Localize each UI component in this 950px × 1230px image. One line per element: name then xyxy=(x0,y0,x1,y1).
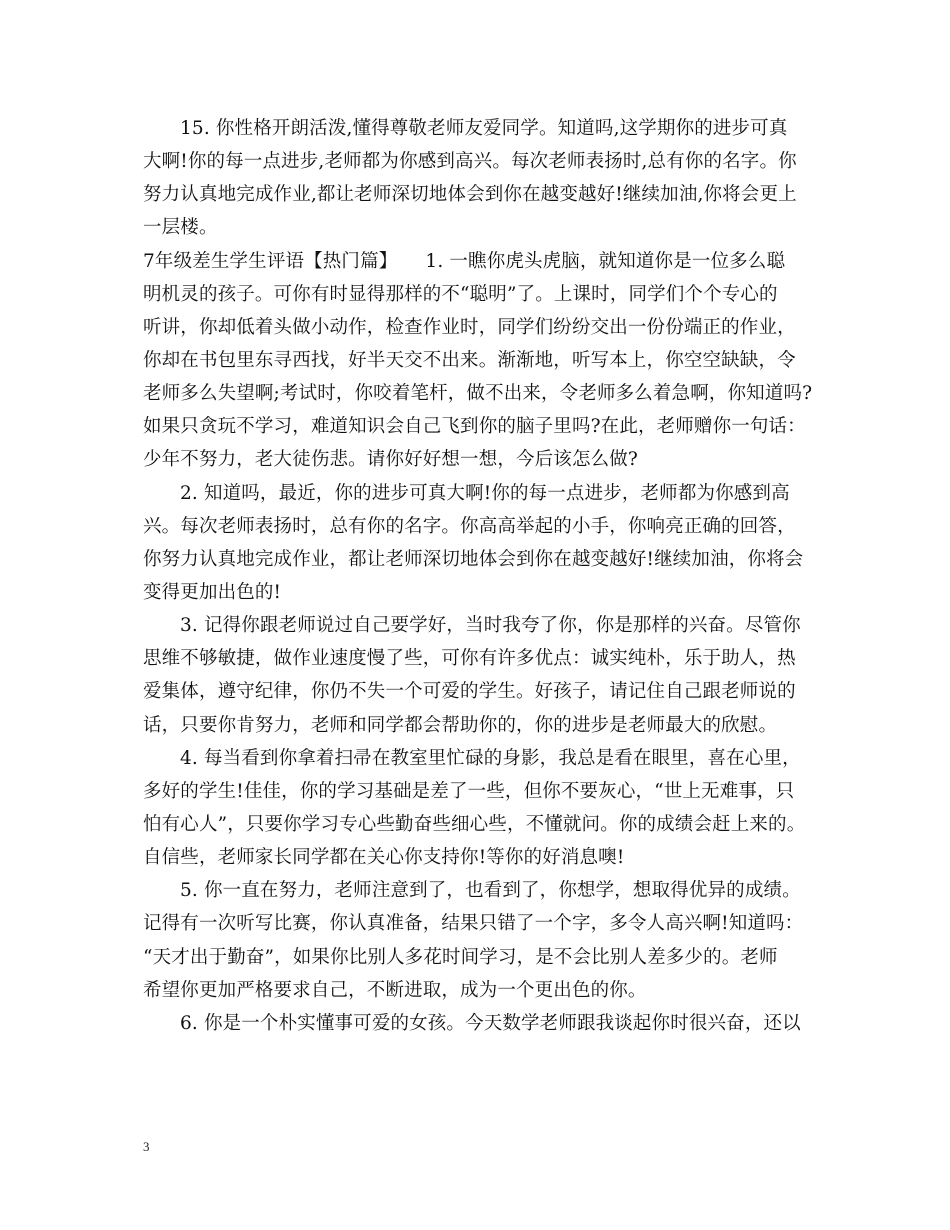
paragraph-line: 6. 你是一个朴实懂事可爱的女孩。今天数学老师跟我谈起你时很兴奋，还以 xyxy=(180,1012,801,1034)
paragraph-line: 听讲，你却低着头做小动作，检查作业时，同学们纷纷交出一份份端正的作业， xyxy=(143,316,796,338)
paragraph-line: 你却在书包里东寻西找，好半天交不出来。渐渐地，听写本上，你空空缺缺，令 xyxy=(143,349,796,371)
paragraph-line: 怕有心人”，只要你学习专心些勤奋些细心些，不懂就问。你的成绩会赶上来的。 xyxy=(143,813,806,835)
section-heading-line: 7年级差生学生评语【热门篇】 1. 一瞧你虎头虎脑，就知道你是一位多么聪 xyxy=(143,250,786,272)
paragraph-line: 15. 你性格开朗活泼,懂得尊敬老师友爱同学。知道吗,这学期你的进步可真 xyxy=(180,118,788,139)
paragraph-line: 自信些，老师家长同学都在关心你支持你!等你的好消息噢! xyxy=(143,847,625,869)
paragraph-line: 多好的学生!佳佳，你的学习基础是差了一些，但你不要灰心，“世上无难事，只 xyxy=(143,780,795,802)
paragraph-line: 变得更加出色的! xyxy=(143,581,282,603)
paragraph-line: “天才出于勤奋”，如果你比别人多花时间学习，是不会比别人差多少的。老师 xyxy=(143,946,778,968)
paragraph-line: 3. 记得你跟老师说过自己要学好，当时我夸了你，你是那样的兴奋。尽管你 xyxy=(180,615,801,637)
paragraph-line: 明机灵的孩子。可你有时显得那样的不“聪明”了。上课时，同学们个个专心的 xyxy=(143,283,778,305)
paragraph-line: 兴。每次老师表扬时，总有你的名字。你高高举起的小手，你响亮正确的回答， xyxy=(143,515,796,537)
paragraph-line: 你努力认真地完成作业，都让老师深切地体会到你在越变越好!继续加油，你将会 xyxy=(143,548,804,570)
paragraph-line: 少年不努力，老大徒伤悲。请你好好想一想，今后该怎么做? xyxy=(143,449,638,471)
paragraph-line: 话，只要你肯努力，老师和同学都会帮助你的，你的进步是老师最大的欣慰。 xyxy=(143,714,778,736)
paragraph-line: 记得有一次听写比赛，你认真准备，结果只错了一个字，多令人高兴啊!知道吗： xyxy=(143,913,804,935)
paragraph-line: 老师多么失望啊;考试时，你咬着笔杆，做不出来，令老师多么着急啊，你知道吗? xyxy=(143,383,813,405)
paragraph-line: 5. 你一直在努力，老师注意到了，也看到了，你想学，想取得优异的成绩。 xyxy=(180,880,801,902)
paragraph-line: 希望你更加严格要求自己，不断进取，成为一个更出色的你。 xyxy=(143,979,647,1001)
page-number: 3 xyxy=(143,1139,150,1154)
paragraph-line: 大啊!你的每一点进步,老师都为你感到高兴。每次老师表扬时,总有你的名字。你 xyxy=(143,151,797,173)
paragraph-line: 2. 知道吗，最近，你的进步可真大啊!你的每一点进步，老师都为你感到高 xyxy=(180,482,790,504)
paragraph-line: 4. 每当看到你拿着扫帚在教室里忙碌的身影，我总是看在眼里，喜在心里， xyxy=(180,747,801,769)
paragraph-line: 一层楼。 xyxy=(143,217,218,239)
paragraph-line: 如果只贪玩不学习，难道知识会自己飞到你的脑子里吗?在此，老师赠你一句话： xyxy=(143,416,806,438)
paragraph-line: 爱集体，遵守纪律，你仍不失一个可爱的学生。好孩子，请记住自己跟老师说的 xyxy=(143,681,796,703)
paragraph-line: 努力认真地完成作业,都让老师深切地体会到你在越变越好!继续加油,你将会更上 xyxy=(143,184,797,206)
paragraph-line: 思维不够敏捷，做作业速度慢了些，可你有许多优点：诚实纯朴，乐于助人，热 xyxy=(143,648,796,670)
document-body xyxy=(143,112,823,1040)
